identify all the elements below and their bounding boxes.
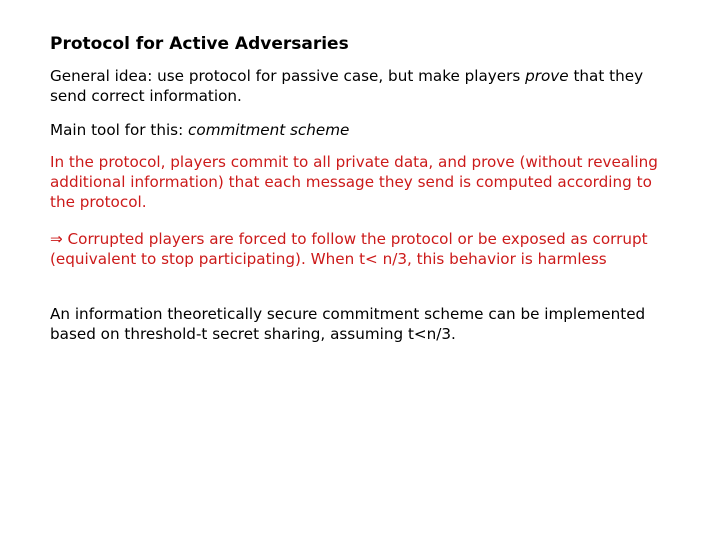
corrupted-players-text: Corrupted players are forced to follow the protocol or be exposed as corrupt (equivalent to stop participating). When t< n/3, this behavior is harmless: [50, 230, 648, 268]
implies-arrow-icon: ⇒: [50, 230, 63, 248]
commitment-scheme-paragraph: An information theoretically secure commitment scheme can be implemented based on threshold-t secret sharing, assuming t<n/3.: [50, 305, 646, 343]
main-tool-emphasis: commitment scheme: [188, 121, 350, 139]
general-idea-paragraph: [50, 66, 670, 106]
main-tool-text: Main tool for this:: [50, 121, 189, 139]
general-idea-text-start: General idea: use protocol for passive case, but make players: [50, 67, 526, 85]
main-tool-paragraph: [50, 120, 670, 140]
general-idea-text-end: that they send correct information.: [50, 67, 644, 105]
corrupted-players-paragraph: [50, 229, 665, 269]
general-idea-emphasis: prove: [525, 67, 569, 85]
commit-prove-paragraph: In the protocol, players commit to all private data, and prove (without revealing additional information) that each message they send is computed according to the protocol.: [50, 153, 658, 211]
slide-title: Protocol for Active Adversaries: [50, 34, 349, 54]
